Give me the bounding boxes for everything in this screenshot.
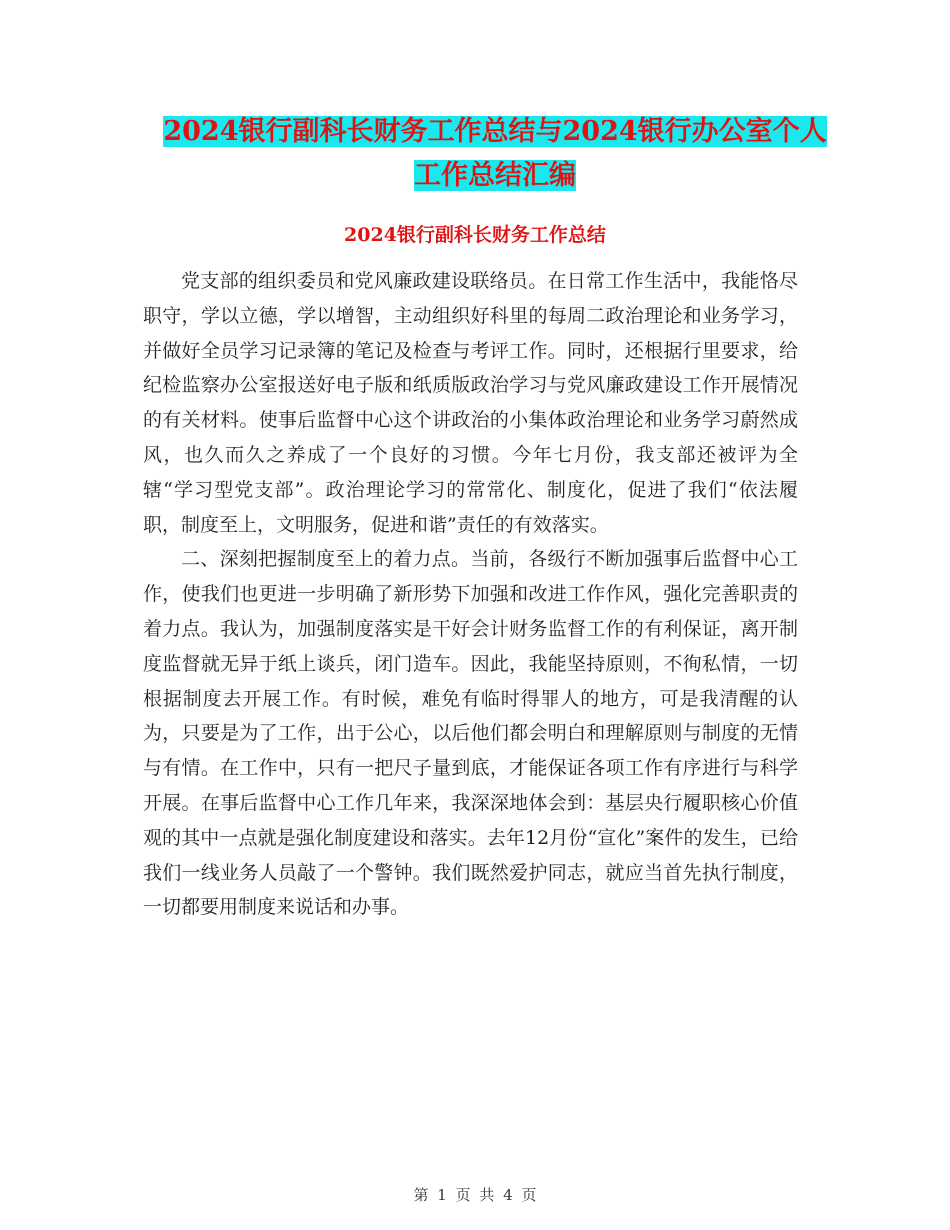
body-text: [143, 264, 798, 925]
document-title: [150, 110, 840, 198]
document-title-line-1: 2024银行副科长财务工作总结与2024银行办公室个人: [163, 116, 827, 147]
section-title: 2024银行副科长财务工作总结: [344, 224, 606, 246]
page-number-footer: 第 1 页 共 4 页: [413, 1186, 537, 1204]
paragraph-2: 二、深刻把握制度至上的着力点。当前，各级行不断加强事后监督中心工作，使我们也更进一步明确了新形势下加强和改进工作作风，强化完善职责的着力点。我认为，加强制度落实是干好会计财务监督工作的有利保证，离开制度监督就无异于纸上谈兵，闭门造车。因此，我能坚持原则，不徇私情，一切根据制度去开展工作。有时候，难免有临时得罪人的地方，可是我清醒的认为，只要是为了工作，出于公心，以后他们都会明白和理解原则与制度的无情与有情。在工作中，只有一把尺子量到底，才能保证各项工作有序进行与科学开展。在事后监督中心工作几年来，我深深地体会到：基层央行履职核心价值观的其中一点就是强化制度建设和落实。去年12月份“宣化”案件的发生，已给我们一线业务人员敲了一个警钟。我们既然爱护同志，就应当首先执行制度，一切都要用制度来说话和办事。: [143, 548, 798, 919]
paragraph-1: 党支部的组织委员和党风廉政建设联络员。在日常工作生活中，我能恪尽职守，学以立德，学以增智，主动组织好科里的每周二政治理论和业务学习，并做好全员学习记录簿的笔记及检查与考评工作。同时，还根据行里要求，给纪检监察办公室报送好电子版和纸质版政治学习与党风廉政建设工作开展情况的有关材料。使事后监督中心这个讲政治的小集体政治理论和业务学习蔚然成风，也久而久之养成了一个良好的习惯。今年七月份，我支部还被评为全辖“学习型党支部”。政治理论学习的常常化、制度化，促进了我们“依法履职，制度至上，文明服务，促进和谐”责任的有效落实。: [143, 270, 798, 536]
document-title-line-2: 工作总结汇编: [414, 160, 576, 191]
